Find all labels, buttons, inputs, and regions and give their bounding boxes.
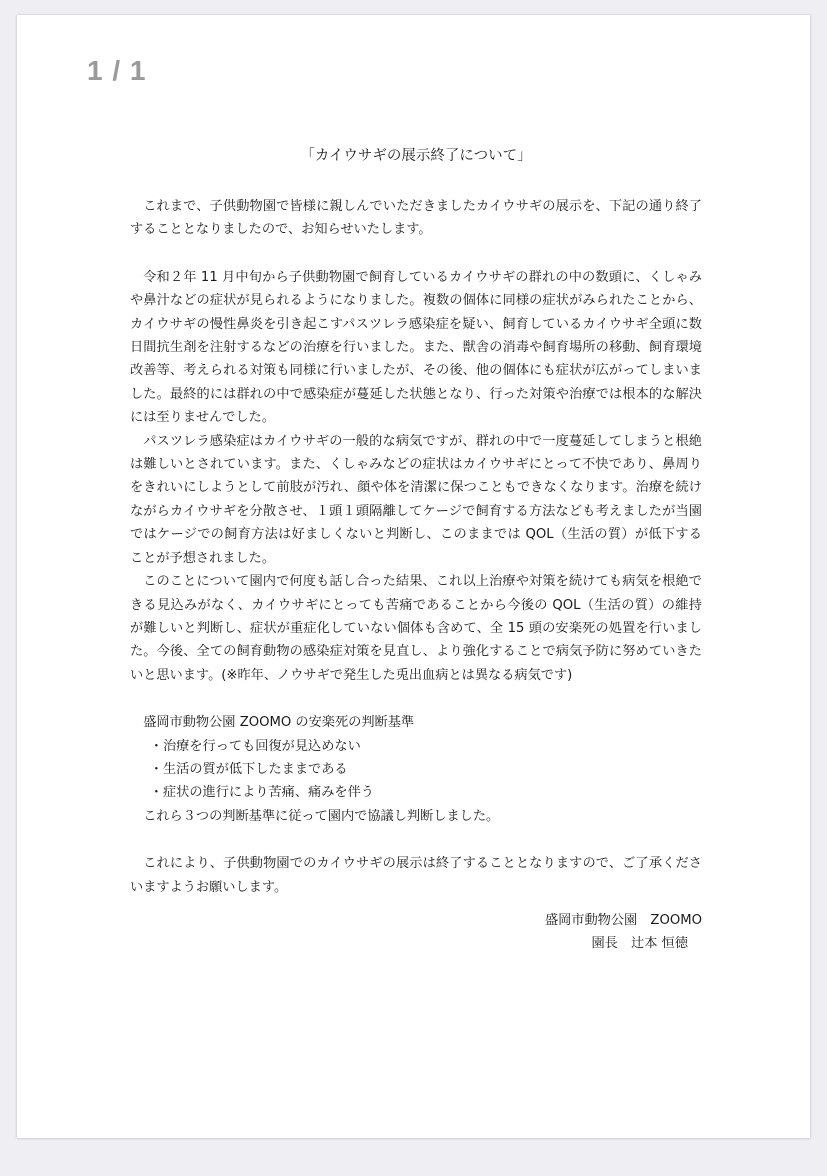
criteria-item: ・生活の質が低下したままである	[149, 761, 348, 777]
closing-paragraph: これにより、子供動物園でのカイウサギの展示は終了することとなりますので、ご了承くださいますようお願いします。	[130, 856, 702, 895]
criteria-item: ・症状の進行により苦痛、痛みを伴う	[149, 785, 374, 801]
body-paragraph: このことについて園内で何度も話し合った結果、これ以上治療や対策を続けても病気を根絶できる見込みがなく、カイウサギにとっても苦痛であることから今後の QOL（生活の質）の維持が難しいと判断し、症状が重症化していない個体も含めて、全 15 頭の安楽死の処置を行いました。今後、全ての飼育動物の感染症対策を見直し、より強化することで病気予防に努めていきたいと思います。(※昨年、ノウサギで発生した兎出血病とは異なる病気です)	[130, 574, 702, 683]
body-paragraph: 令和２年 11 月中旬から子供動物園で飼育しているカイウサギの群れの中の数頭に、くしゃみや鼻汁などの症状が見られるようになりました。複数の個体に同様の症状がみられたことから、カイウサギの慢性鼻炎を引き起こすパスツレラ感染症を疑い、飼育しているカイウサギ全頭に数日間抗生剤を注射するなどの治療を行いました。また、獣舎の消毒や飼育場所の移動、飼育環境改善等、考えられる対策も同様に行いましたが、その後、他の個体にも症状が広がってしまいました。最終的には群れの中で感染症が蔓延した状態となり、行った対策や治療では根本的な解決には至りませんでした。	[130, 269, 702, 426]
criteria-item: ・治療を行っても回復が見込めない	[149, 738, 361, 754]
signature-director: 園長 辻本 恒徳	[591, 936, 688, 952]
paragraph-gap	[130, 242, 702, 266]
page-indicator: 1 / 1	[87, 55, 147, 86]
document-body	[130, 145, 702, 956]
document-page	[17, 15, 810, 1138]
criteria-conclusion: これら３つの判断基準に従って園内で協議し判断しました。	[143, 808, 500, 824]
euthanasia-criteria	[130, 711, 702, 828]
paragraph-gap	[130, 828, 702, 852]
signature-organization: 盛岡市動物公園 ZOOMO	[544, 912, 702, 928]
document-title: 「カイウサギの展示終了について」	[300, 148, 532, 164]
body-paragraph: パスツレラ感染症はカイウサギの一般的な病気ですが、群れの中で一度蔓延してしまうと根絶は難しいとされています。また、くしゃみなどの症状はカイウサギにとって不快であり、鼻周りをきれいにしようとして前肢が汚れ、顔や体を清潔に保つこともできなくなります。治療を続けながらカイウサギを分散させ、１頭１頭隔離してケージで飼育する方法なども考えましたが当園ではケージでの飼育方法は好ましくないと判断し、このままでは QOL（生活の質）が低下することが予想されました。	[130, 433, 702, 566]
intro-paragraph: これまで、子供動物園で皆様に親しんでいただきましたカイウサギの展示を、下記の通り終了することとなりましたので、お知らせいたします。	[130, 199, 702, 238]
signature-block	[130, 909, 702, 956]
paragraph-gap	[130, 687, 702, 711]
criteria-heading: 盛岡市動物公園 ZOOMO の安楽死の判断基準	[143, 715, 415, 731]
